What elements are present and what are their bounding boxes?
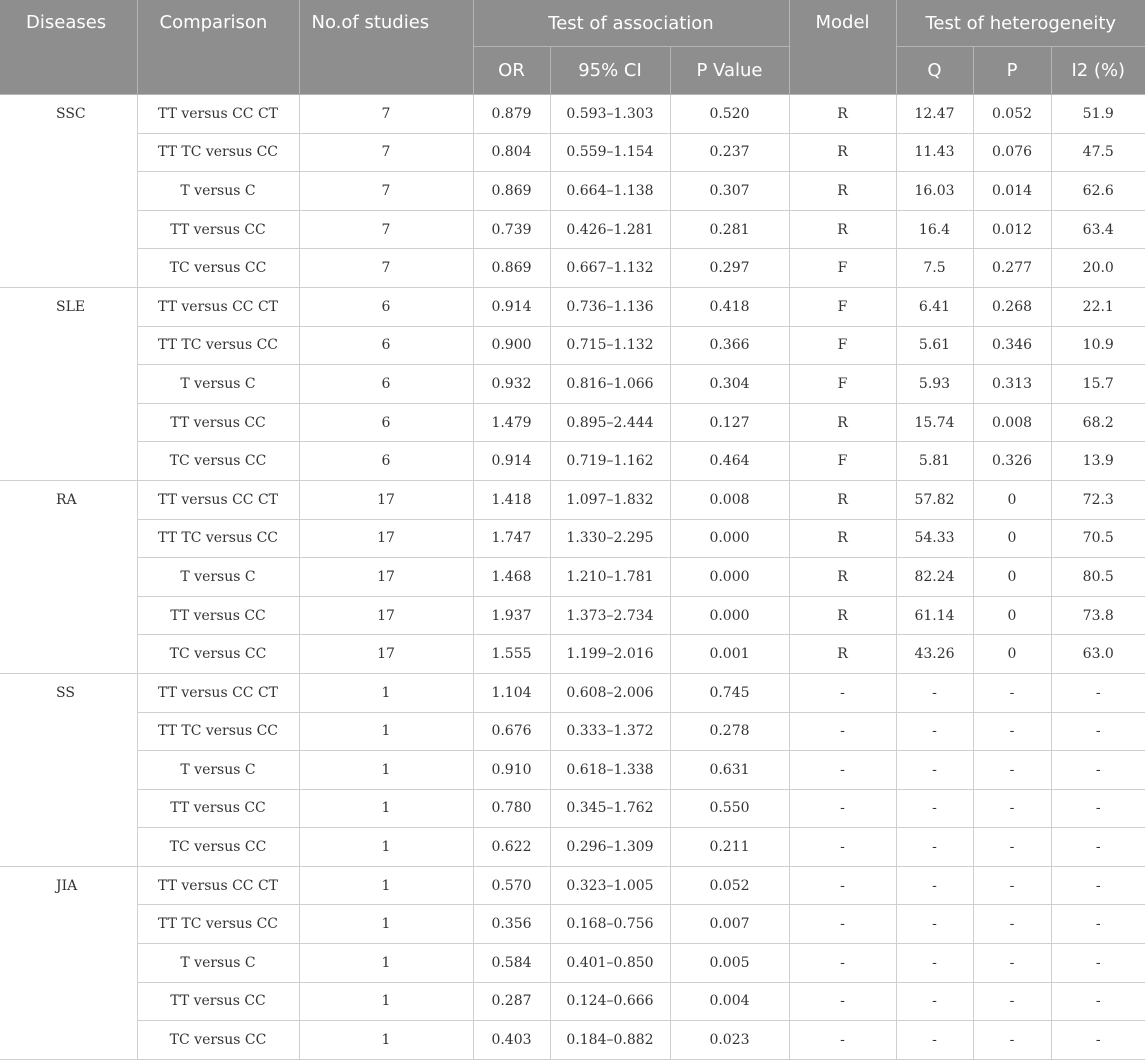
p-value-cell: 0.052 [670,866,789,905]
i2-cell: - [1051,982,1145,1021]
or-cell: 0.584 [473,944,550,983]
comparison-cell: T versus C [137,365,299,404]
comparison-cell: TT TC versus CC [137,905,299,944]
q-cell: 11.43 [896,133,973,172]
studies-cell: 1 [299,751,473,790]
p-cell: - [973,751,1051,790]
table-row [0,635,1145,674]
model-cell: - [789,828,896,867]
comparison-cell: TC versus CC [137,442,299,481]
p-cell: 0.326 [973,442,1051,481]
q-cell: 5.93 [896,365,973,404]
table-row [0,905,1145,944]
disease-cell: SS [0,673,137,866]
model-cell: R [789,172,896,211]
comparison-cell: TT versus CC [137,982,299,1021]
or-cell: 1.555 [473,635,550,674]
table-row [0,133,1145,172]
p-value-cell: 0.297 [670,249,789,288]
model-cell: - [789,751,896,790]
studies-cell: 1 [299,905,473,944]
i2-cell: 72.3 [1051,480,1145,519]
p-value-cell: 0.307 [670,172,789,211]
disease-cell: SSC [0,95,137,288]
comparison-cell: TT TC versus CC [137,326,299,365]
p-value-cell: 0.304 [670,365,789,404]
table-row [0,365,1145,404]
ci-cell: 0.715–1.132 [550,326,670,365]
model-cell: - [789,1021,896,1060]
comparison-cell: TT versus CC [137,789,299,828]
ci-cell: 1.199–2.016 [550,635,670,674]
ci-cell: 0.168–0.756 [550,905,670,944]
header-comparison: Comparison [137,0,299,95]
p-cell: 0 [973,519,1051,558]
ci-cell: 0.608–2.006 [550,673,670,712]
p-value-cell: 0.366 [670,326,789,365]
model-cell: F [789,249,896,288]
q-cell: 7.5 [896,249,973,288]
comparison-cell: TT versus CC [137,596,299,635]
studies-cell: 6 [299,403,473,442]
or-cell: 0.804 [473,133,550,172]
table-row [0,403,1145,442]
i2-cell: 10.9 [1051,326,1145,365]
p-value-cell: 0.211 [670,828,789,867]
p-value-cell: 0.464 [670,442,789,481]
table-row [0,519,1145,558]
table-row [0,596,1145,635]
model-cell: R [789,635,896,674]
or-cell: 0.914 [473,287,550,326]
model-cell: - [789,905,896,944]
p-cell: - [973,982,1051,1021]
or-cell: 1.104 [473,673,550,712]
studies-cell: 1 [299,944,473,983]
i2-cell: 73.8 [1051,596,1145,635]
q-cell: - [896,866,973,905]
studies-cell: 1 [299,828,473,867]
i2-cell: 62.6 [1051,172,1145,211]
table-row [0,442,1145,481]
studies-cell: 1 [299,866,473,905]
q-cell: - [896,673,973,712]
p-value-cell: 0.000 [670,519,789,558]
p-value-cell: 0.004 [670,982,789,1021]
or-cell: 0.879 [473,95,550,134]
model-cell: R [789,403,896,442]
model-cell: - [789,944,896,983]
ci-cell: 1.097–1.832 [550,480,670,519]
table-row [0,287,1145,326]
q-cell: 16.4 [896,210,973,249]
ci-cell: 0.124–0.666 [550,982,670,1021]
p-value-cell: 0.520 [670,95,789,134]
p-value-cell: 0.001 [670,635,789,674]
q-cell: 5.81 [896,442,973,481]
i2-cell: 70.5 [1051,519,1145,558]
model-cell: R [789,519,896,558]
or-cell: 0.900 [473,326,550,365]
model-cell: F [789,442,896,481]
q-cell: - [896,944,973,983]
model-cell: F [789,326,896,365]
studies-cell: 1 [299,789,473,828]
p-value-cell: 0.007 [670,905,789,944]
q-cell: - [896,1021,973,1060]
model-cell: R [789,95,896,134]
table-row [0,95,1145,134]
comparison-cell: TT versus CC CT [137,95,299,134]
q-cell: 15.74 [896,403,973,442]
table-row [0,712,1145,751]
studies-cell: 1 [299,1021,473,1060]
p-cell: 0.076 [973,133,1051,172]
table-row [0,326,1145,365]
p-cell: 0.277 [973,249,1051,288]
header-model: Model [789,0,896,95]
table-row [0,1021,1145,1060]
or-cell: 0.869 [473,249,550,288]
or-cell: 0.287 [473,982,550,1021]
i2-cell: - [1051,828,1145,867]
q-cell: 57.82 [896,480,973,519]
or-cell: 1.479 [473,403,550,442]
model-cell: - [789,789,896,828]
q-cell: 12.47 [896,95,973,134]
i2-cell: - [1051,866,1145,905]
ci-cell: 0.895–2.444 [550,403,670,442]
table-header [0,0,1145,95]
i2-cell: - [1051,944,1145,983]
p-value-cell: 0.631 [670,751,789,790]
or-cell: 0.622 [473,828,550,867]
table-row [0,558,1145,597]
table-row [0,828,1145,867]
table-row [0,944,1145,983]
p-value-cell: 0.008 [670,480,789,519]
studies-cell: 17 [299,635,473,674]
q-cell: - [896,905,973,944]
q-cell: - [896,982,973,1021]
studies-cell: 1 [299,982,473,1021]
comparison-cell: TC versus CC [137,828,299,867]
studies-cell: 6 [299,365,473,404]
comparison-cell: TC versus CC [137,1021,299,1060]
p-value-cell: 0.550 [670,789,789,828]
ci-cell: 0.184–0.882 [550,1021,670,1060]
or-cell: 0.403 [473,1021,550,1060]
i2-cell: 63.4 [1051,210,1145,249]
studies-cell: 1 [299,712,473,751]
ci-cell: 0.345–1.762 [550,789,670,828]
table-row [0,172,1145,211]
header-test-of-association: Test of association [473,0,789,47]
q-cell: 5.61 [896,326,973,365]
i2-cell: 22.1 [1051,287,1145,326]
studies-cell: 7 [299,133,473,172]
comparison-cell: TC versus CC [137,249,299,288]
p-value-cell: 0.418 [670,287,789,326]
comparison-cell: TT TC versus CC [137,133,299,172]
i2-cell: 63.0 [1051,635,1145,674]
table-row [0,982,1145,1021]
p-cell: - [973,866,1051,905]
header-or: OR [473,47,550,95]
i2-cell: - [1051,673,1145,712]
p-value-cell: 0.281 [670,210,789,249]
p-value-cell: 0.000 [670,596,789,635]
p-cell: - [973,789,1051,828]
header-95-ci: 95% CI [550,47,670,95]
header-p: P [973,47,1051,95]
or-cell: 1.468 [473,558,550,597]
header-diseases: Diseases [0,0,137,95]
comparison-cell: TT versus CC CT [137,866,299,905]
ci-cell: 0.559–1.154 [550,133,670,172]
or-cell: 0.910 [473,751,550,790]
p-cell: 0.012 [973,210,1051,249]
studies-cell: 7 [299,210,473,249]
table-row [0,789,1145,828]
p-cell: 0.008 [973,403,1051,442]
model-cell: R [789,133,896,172]
p-value-cell: 0.745 [670,673,789,712]
ci-cell: 0.401–0.850 [550,944,670,983]
table-body [0,95,1145,1060]
model-cell: R [789,558,896,597]
p-value-cell: 0.237 [670,133,789,172]
or-cell: 0.869 [473,172,550,211]
model-cell: - [789,982,896,1021]
comparison-cell: T versus C [137,751,299,790]
or-cell: 0.914 [473,442,550,481]
studies-cell: 7 [299,172,473,211]
p-cell: - [973,828,1051,867]
table-row [0,673,1145,712]
q-cell: - [896,751,973,790]
p-cell: 0.313 [973,365,1051,404]
comparison-cell: T versus C [137,172,299,211]
i2-cell: 20.0 [1051,249,1145,288]
p-cell: - [973,1021,1051,1060]
p-cell: 0 [973,596,1051,635]
i2-cell: - [1051,712,1145,751]
p-cell: 0.014 [973,172,1051,211]
or-cell: 0.570 [473,866,550,905]
disease-cell: JIA [0,866,137,1059]
studies-cell: 17 [299,558,473,597]
studies-cell: 1 [299,673,473,712]
studies-cell: 17 [299,480,473,519]
q-cell: - [896,712,973,751]
table-row [0,751,1145,790]
table-row [0,210,1145,249]
model-cell: - [789,866,896,905]
q-cell: - [896,828,973,867]
ci-cell: 0.719–1.162 [550,442,670,481]
p-value-cell: 0.005 [670,944,789,983]
ci-cell: 0.618–1.338 [550,751,670,790]
table-row [0,480,1145,519]
model-cell: - [789,673,896,712]
i2-cell: - [1051,789,1145,828]
header-test-of-heterogeneity: Test of heterogeneity [896,0,1145,47]
model-cell: R [789,210,896,249]
ci-cell: 0.593–1.303 [550,95,670,134]
comparison-cell: T versus C [137,558,299,597]
ci-cell: 0.667–1.132 [550,249,670,288]
or-cell: 1.747 [473,519,550,558]
disease-cell: RA [0,480,137,673]
or-cell: 0.356 [473,905,550,944]
model-cell: F [789,287,896,326]
i2-cell: - [1051,905,1145,944]
header-q: Q [896,47,973,95]
q-cell: 82.24 [896,558,973,597]
header-studies: No.of studies [299,0,473,95]
q-cell: 54.33 [896,519,973,558]
model-cell: F [789,365,896,404]
comparison-cell: TT TC versus CC [137,712,299,751]
p-value-cell: 0.000 [670,558,789,597]
ci-cell: 0.736–1.136 [550,287,670,326]
table-row [0,249,1145,288]
model-cell: R [789,480,896,519]
comparison-cell: TT versus CC [137,210,299,249]
ci-cell: 0.816–1.066 [550,365,670,404]
p-cell: 0 [973,480,1051,519]
studies-cell: 17 [299,596,473,635]
q-cell: 61.14 [896,596,973,635]
studies-cell: 6 [299,442,473,481]
ci-cell: 1.330–2.295 [550,519,670,558]
ci-cell: 0.333–1.372 [550,712,670,751]
studies-cell: 17 [299,519,473,558]
q-cell: - [896,789,973,828]
ci-cell: 0.296–1.309 [550,828,670,867]
p-cell: 0.346 [973,326,1051,365]
header-p-value: P Value [670,47,789,95]
q-cell: 16.03 [896,172,973,211]
q-cell: 6.41 [896,287,973,326]
comparison-cell: TC versus CC [137,635,299,674]
table-row [0,866,1145,905]
or-cell: 0.780 [473,789,550,828]
i2-cell: 68.2 [1051,403,1145,442]
studies-cell: 7 [299,95,473,134]
p-value-cell: 0.023 [670,1021,789,1060]
i2-cell: 80.5 [1051,558,1145,597]
comparison-cell: TT versus CC [137,403,299,442]
p-cell: 0.052 [973,95,1051,134]
i2-cell: 15.7 [1051,365,1145,404]
i2-cell: 51.9 [1051,95,1145,134]
i2-cell: - [1051,751,1145,790]
comparison-cell: TT TC versus CC [137,519,299,558]
p-value-cell: 0.127 [670,403,789,442]
p-cell: - [973,905,1051,944]
i2-cell: 47.5 [1051,133,1145,172]
or-cell: 0.676 [473,712,550,751]
p-cell: - [973,944,1051,983]
model-cell: - [789,712,896,751]
header-i2: I2 (%) [1051,47,1145,95]
studies-cell: 6 [299,287,473,326]
i2-cell: 13.9 [1051,442,1145,481]
studies-cell: 6 [299,326,473,365]
p-cell: - [973,673,1051,712]
p-cell: - [973,712,1051,751]
p-cell: 0.268 [973,287,1051,326]
q-cell: 43.26 [896,635,973,674]
or-cell: 0.739 [473,210,550,249]
ci-cell: 1.373–2.734 [550,596,670,635]
ci-cell: 0.323–1.005 [550,866,670,905]
or-cell: 1.937 [473,596,550,635]
p-value-cell: 0.278 [670,712,789,751]
ci-cell: 0.664–1.138 [550,172,670,211]
studies-cell: 7 [299,249,473,288]
disease-cell: SLE [0,287,137,480]
i2-cell: - [1051,1021,1145,1060]
or-cell: 0.932 [473,365,550,404]
or-cell: 1.418 [473,480,550,519]
comparison-cell: TT versus CC CT [137,480,299,519]
comparison-cell: T versus C [137,944,299,983]
comparison-cell: TT versus CC CT [137,287,299,326]
p-cell: 0 [973,558,1051,597]
p-cell: 0 [973,635,1051,674]
ci-cell: 1.210–1.781 [550,558,670,597]
comparison-cell: TT versus CC CT [137,673,299,712]
model-cell: R [789,596,896,635]
ci-cell: 0.426–1.281 [550,210,670,249]
